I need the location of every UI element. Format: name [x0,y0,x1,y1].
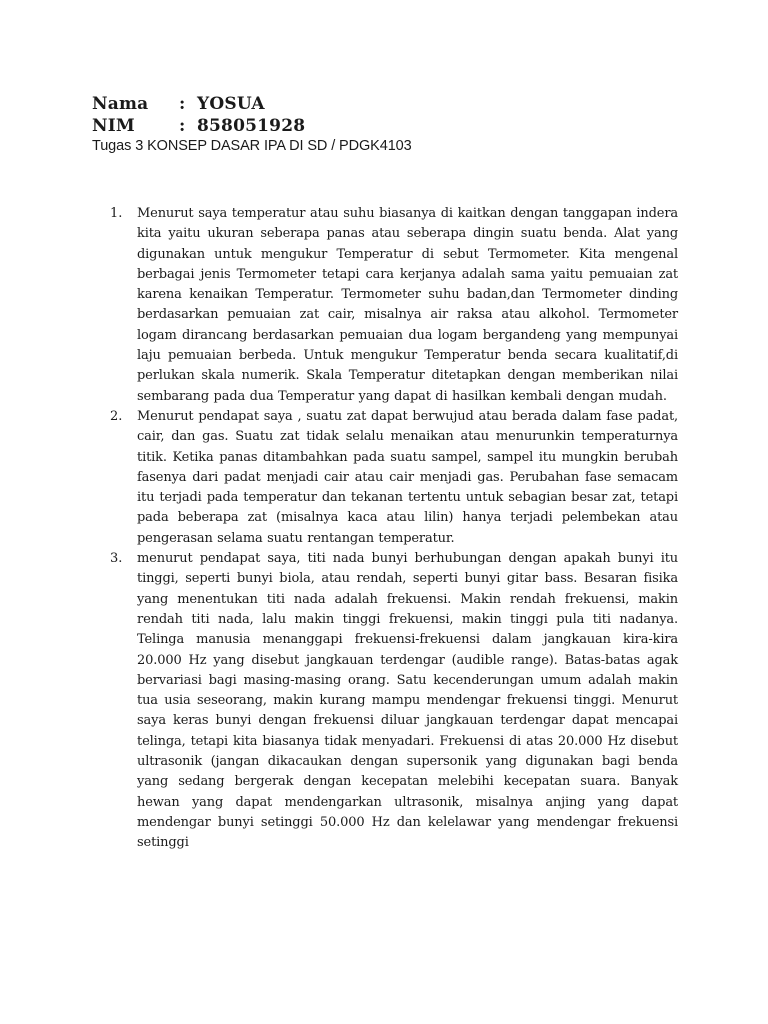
answer-number: 1. [110,206,123,221]
answer-text: Menurut pendapat saya , suatu zat dapat berwujud atau berada dalam fase padat, cair, dan gas. Suatu zat tidak selalu menaikan atau menurunkin temperaturnya titik. Ketika panas ditambahkan pada suatu sampel, sampel itu mungkin berubah fasenya dari padat menjadi cair atau cair menjadi gas. Perubahan fase semacam itu terjadi pada temperatur dan tekanan tertentu untuk sebagian besar zat, tetapi pada beberapa zat (misalnya kaca atau lilin) hanya terjadi pelembekan atau pengerasan selama suatu rentangan temperatur. [137,408,678,546]
answer-list [110,204,678,854]
nim-value: 858051928 [197,116,306,136]
nim-separator: : [179,116,186,136]
name-separator: : [179,94,186,114]
name-row [92,93,692,115]
answer-number: 3. [110,551,123,567]
nim-label: NIM [92,116,135,136]
student-header [92,93,692,137]
name-value: YOSUA [197,94,265,114]
answer-item [110,204,678,407]
answer-text: Menurut saya temperatur atau suhu biasanya di kaitkan dengan tanggapan indera kita yaitu ukuran seberapa panas atau seberapa dingin suatu benda. Alat yang digunakan untuk mengukur Temperatur di sebut Termometer. Kita mengenal berbagai jenis Termometer tetapi cara kerjanya adalah sama yaitu pemuaian zat karena kenaikan Temperatur. Termometer suhu badan,dan Termometer dinding berdasarkan pemuaian zat cair, misalnya air raksa atau alkohol. Termometer logam dirancang berdasarkan pemuaian dua logam bergandeng yang mempunyai laju pemuaian berbeda. Untuk mengukur Temperatur benda secara kualitatif,di perlukan skala numerik. Skala Temperatur ditetapkan dengan memberikan nilai sembarang pada dua Temperatur yang dapat di hasilkan kembali dengan mudah. [137,206,678,404]
answer-text: menurut pendapat saya, titi nada bunyi berhubungan dengan apakah bunyi itu tinggi, seperti bunyi biola, atau rendah, seperti bunyi gitar bass. Besaran fisika yang menentukan titi nada adalah frekuensi. Makin rendah frekuensi, makin rendah titi nada, lalu makin tinggi frekuensi, makin tinggi pula titi nadanya. Telinga manusia menanggapi frekuensi-frekuensi dalam jangkauan kira-kira 20.000 Hz yang disebut jangkauan terdengar (audible range). Batas-batas agak bervariasi bagi masing-masing orang. Satu kecenderungan umum adalah makin tua usia seseorang, makin kurang mampu mendengar frekuensi tinggi. Menurut saya keras bunyi dengan frekuensi diluar jangkauan terdengar dapat mencapai telinga, tetapi kita biasanya tidak menyadari. Frekuensi di atas 20.000 Hz disebut ultrasonik (jangan dikacaukan dengan supersonik yang digunakan bagi benda yang sedang bergerak dengan kecepatan melebihi kecepatan suara. Banyak hewan yang dapat mendengarkan ultrasonik, misalnya anjing yang dapat mendengar bunyi setinggi 50.000 Hz dan kelelawar yang mendengar frekuensi setinggi [137,551,678,851]
assignment-title: Tugas 3 KONSEP DASAR IPA DI SD / PDGK4103 [92,138,412,154]
name-label: Nama [92,94,149,114]
nim-row [92,115,692,137]
answer-number: 2. [110,408,123,424]
answer-item [110,407,678,549]
answer-item [110,549,678,853]
